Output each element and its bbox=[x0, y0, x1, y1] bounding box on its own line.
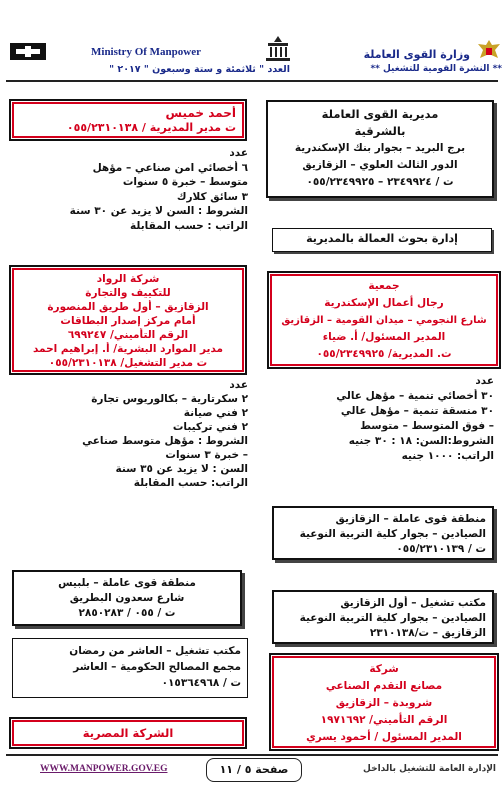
bulletin-name-label: ** النشرة القومية للتشغيل ** bbox=[370, 64, 502, 74]
job-line: ٢ سكرتارية – بكالوريوس تجارة bbox=[91, 393, 248, 405]
first-zagazig-line: الزقازيق – ت/٢٣١٠١٣٨ bbox=[369, 627, 486, 639]
job-line: ٢ فني تركيبات bbox=[172, 421, 248, 433]
belbeis-line: منطقة قوى عاملة – بلبيس bbox=[58, 577, 196, 589]
header-divider bbox=[6, 80, 498, 82]
job-line: ٢ فني صيانة bbox=[183, 407, 248, 419]
ahmed-phone: ت مدير المديرية / ٠٥٥/٢٣١٠١٣٨ bbox=[66, 121, 236, 134]
job-line: – خبرة ٣ سنوات bbox=[165, 449, 248, 461]
society-line: ت. المديرية/ ٠٥٥/٢٣٤٩٩٢٥ bbox=[316, 348, 452, 360]
first-zagazig-office-box bbox=[272, 590, 494, 644]
rowad-line: الرقم التأميني/ ٦٩٩٢٤٧ bbox=[67, 329, 189, 341]
job-line: الراتب : حسب المقابلة bbox=[130, 219, 248, 232]
job-line: – فوق المتوسط – متوسط bbox=[360, 420, 494, 432]
website-link[interactable]: WWW.MANPOWER.GOV.EG bbox=[40, 764, 168, 774]
rowad-line: للتكييف والتجارة bbox=[85, 287, 171, 299]
progress-line: شركة bbox=[369, 663, 399, 675]
society-line: شارع النجومي – ميدان القومية – الزقازيق bbox=[281, 315, 487, 326]
belbeis-line: ت / ٠٥٥ / ٢٨٥٠٢٨٣ bbox=[78, 607, 176, 619]
rowad-line: ت مدير التشغيل/ ٠٥٥/٢٣١٠١٣٨ bbox=[48, 357, 208, 369]
rowad-company-box bbox=[12, 268, 244, 372]
directorate-box bbox=[266, 100, 494, 198]
business-society-box bbox=[270, 274, 498, 366]
count-label: عدد bbox=[229, 379, 248, 391]
society-line: رجال أعمال الإسكندرية bbox=[324, 297, 444, 309]
progress-line: شروبدة – الزقازيق bbox=[335, 697, 433, 709]
count-label: عدد bbox=[229, 147, 248, 159]
directorate-line: برج البريد – بجوار بنك الإسكندرية bbox=[294, 142, 466, 154]
page-number-label: صفحة ٥ / ١١ bbox=[219, 763, 289, 776]
belbeis-line: شارع سعدون البطريق bbox=[69, 592, 185, 604]
footer-divider bbox=[6, 754, 498, 756]
count-label: عدد bbox=[475, 375, 494, 387]
job-line: الشروط : السن لا يزيد عن ٣٠ سنة bbox=[69, 205, 248, 217]
progress-line: المدير المسئول / أحمود يسري bbox=[306, 731, 462, 743]
tenth-line: مكتب تشغيل – العاشر من رمضان bbox=[69, 645, 241, 657]
directorate-line: ت / ٢٣٤٩٩٢٤ – ٠٥٥/٢٣٤٩٩٢٥ bbox=[306, 176, 454, 188]
zagazig-area-box bbox=[272, 506, 494, 560]
ahmed-khamis-box bbox=[12, 102, 244, 138]
page-number-badge bbox=[206, 758, 302, 782]
department-label: الإدارة العامة للتشغيل بالداخل bbox=[363, 764, 496, 774]
egyptian-company-box bbox=[12, 720, 244, 746]
job-line: الراتب: حسب المقابلة bbox=[133, 477, 248, 489]
rowad-line: شركة الرواد bbox=[96, 273, 160, 285]
job-line: ٣٠ منسقة تنمية – مؤهل عالي bbox=[340, 405, 494, 417]
rowad-line: أمام مركز إصدار البطاقات bbox=[60, 315, 196, 327]
research-admin-box bbox=[272, 228, 492, 252]
belbeis-office-box bbox=[12, 570, 242, 626]
progress-line: مصانع التقدم الصناعي bbox=[325, 680, 443, 692]
eagle-logo-icon bbox=[476, 38, 502, 64]
first-zagazig-line: مكتب تشغيل – أول الزقازيق bbox=[340, 597, 486, 609]
job-line: ٣٠ أخصائي تنمية – مؤهل عالي bbox=[336, 390, 494, 402]
progress-factories-box bbox=[272, 656, 496, 748]
progress-line: الرقم التأميني/ ١٩٧١٦٩٢ bbox=[320, 714, 448, 726]
society-line: المدير المسئول/ أ. ضياء bbox=[322, 331, 446, 343]
issue-label: العدد " ثلاثمئة و ستة وسبعون " ٢٠١٧ " bbox=[109, 64, 290, 75]
rowad-jobs bbox=[6, 378, 254, 490]
job-line: ٣ سائق كلارك bbox=[176, 190, 248, 203]
research-admin-title: إدارة بحوث العمالة بالمديرية bbox=[306, 232, 458, 245]
rowad-line: مدير الموارد البشرية/ أ. إبراهيم احمد bbox=[32, 343, 224, 355]
job-line: ٦ أخصائي امن صناعي – مؤهل bbox=[92, 161, 248, 174]
ahmed-jobs bbox=[6, 146, 254, 233]
zagazig-area-line: ت / ٠٥٥/٢٣١٠١٣٩ bbox=[396, 543, 486, 555]
society-line: جمعية bbox=[368, 280, 400, 292]
zagazig-area-line: منطقة قوى عاملة – الزقازيق bbox=[335, 513, 486, 525]
tenth-ramadan-office-box bbox=[12, 638, 248, 698]
ministry-en-label: Ministry Of Manpower bbox=[91, 46, 201, 58]
job-line: الراتب: ١٠٠٠ جنيه bbox=[401, 450, 494, 462]
tenth-line: مجمع المصالح الحكومية – العاشر bbox=[73, 661, 241, 673]
job-line: الشروط:السن: ١٨ : ٣٠ جنيه bbox=[348, 435, 494, 447]
directorate-line: مديرية القوى العاملة bbox=[321, 107, 439, 121]
directorate-line: الدور الثالث العلوي – الزقازيق bbox=[302, 159, 458, 171]
job-line: الشروط : مؤهل متوسط صناعي bbox=[82, 435, 248, 447]
first-zagazig-line: الصيادين – بجوار كلية التربية النوعية bbox=[299, 612, 486, 624]
rowad-line: الزقازيق – أول طريق المنصورة bbox=[47, 301, 209, 313]
job-line: متوسط – خبرة ٥ سنوات bbox=[122, 176, 248, 188]
directorate-line: بالشرقية bbox=[354, 124, 406, 138]
tenth-line: ت / ٠١٥٣٦٤٩٦٨ bbox=[161, 677, 241, 689]
society-jobs bbox=[258, 374, 500, 464]
ministry-logo-icon bbox=[260, 34, 296, 64]
zagazig-area-line: الصيادين – بجوار كلية التربية النوعية bbox=[299, 528, 486, 540]
egyptian-company-title: الشركة المصرية bbox=[82, 726, 174, 740]
flag-icon bbox=[10, 43, 46, 60]
ahmed-name: أحمد خميس bbox=[165, 106, 236, 120]
ministry-ar-label: وزارة القوى العاملة bbox=[363, 48, 470, 61]
job-line: السن : لا يزيد عن ٣٥ سنة bbox=[115, 463, 248, 475]
